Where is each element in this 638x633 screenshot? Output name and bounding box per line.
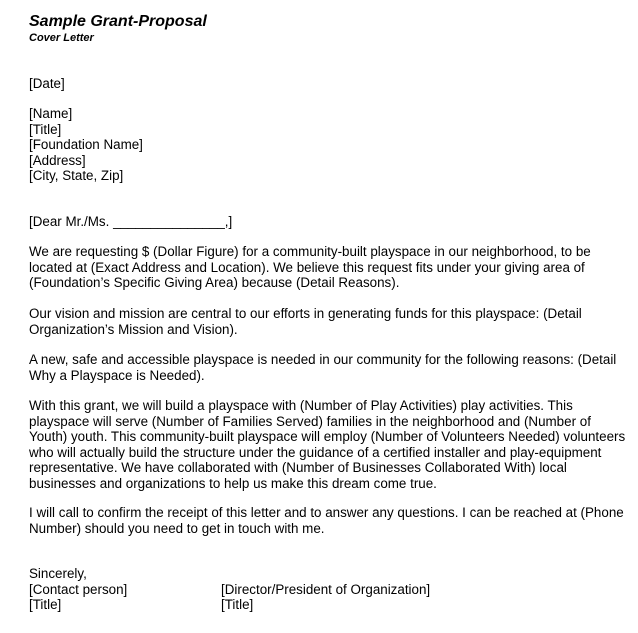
recipient-foundation: [Foundation Name] <box>29 137 143 152</box>
paragraph-mission: Our vision and mission are central to our efforts in generating funds for this playspace: (Detail Organization’s Mission and Vision). <box>29 306 582 337</box>
signature-contact-title: [Title] <box>29 597 62 612</box>
signature-director-title: [Title] <box>221 597 254 612</box>
closing: Sincerely, <box>29 566 87 581</box>
signature-contact-person: [Contact person] <box>29 581 128 597</box>
recipient-address: [Address] <box>29 152 86 168</box>
document-title: Sample Grant-Proposal <box>29 13 207 30</box>
signature-director: [Director/President of Organization] <box>221 581 431 597</box>
paragraph-grant-details: With this grant, we will build a playspace with (Number of Play Activities) play activities. This playspace will serve (Number of Families Served) families in the neighborhood and (Number of Youth) youth. This community-built playspace will employ (Number of Volunteers Needed) volunteers who will actually build the structure under the guidance of a certified installer and play-equipment representative. We have collaborated with (Number of Businesses Collaborated With) local businesses and organizations to help us make this dream come true. <box>29 398 626 491</box>
salutation: [Dear Mr./Ms. _______________,] <box>29 214 233 229</box>
paragraph-need: A new, safe and accessible playspace is needed in our community for the following reasons: (Detail Why a Playspace is Needed). <box>29 352 617 383</box>
paragraph-follow-up: I will call to confirm the receipt of this letter and to answer any questions. I can be reached at (Phone Number) should you need to get in touch with me. <box>29 505 624 536</box>
recipient-name: [Name] <box>29 106 73 121</box>
recipient-city-state-zip: [City, State, Zip] <box>29 168 124 183</box>
paragraph-request: We are requesting $ (Dollar Figure) for a community-built playspace in our neighborhood, to be located at (Exact Address and Location). We believe this request fits under your giving area of (Foundation’s Specific Giving Area) because (Detail Reasons). <box>29 244 591 290</box>
date-placeholder: [Date] <box>29 76 65 91</box>
document-subtitle: Cover Letter <box>29 32 94 44</box>
recipient-title: [Title] <box>29 121 62 137</box>
